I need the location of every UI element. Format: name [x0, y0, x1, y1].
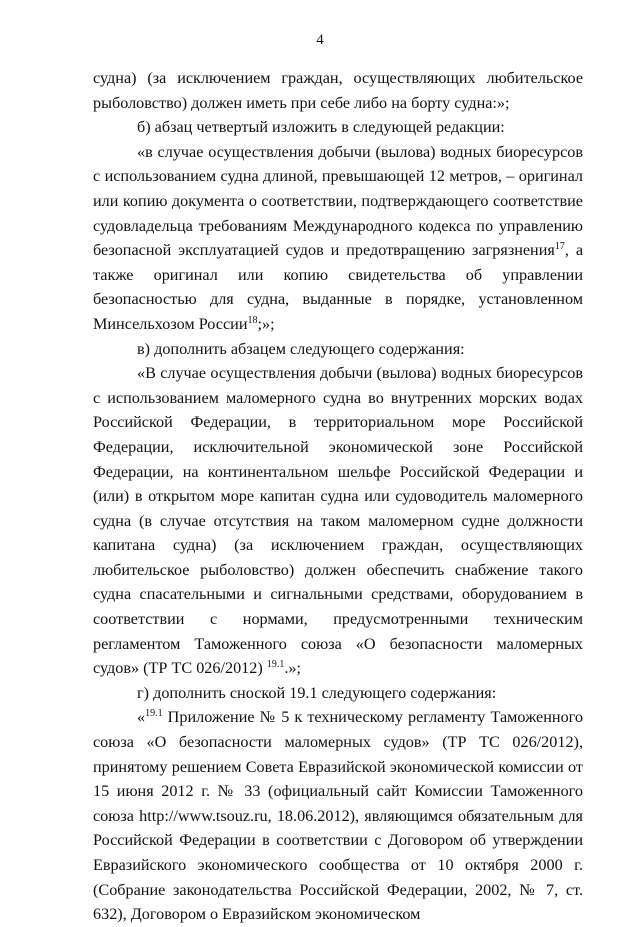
paragraph: [93, 140, 583, 337]
paragraph: [93, 66, 583, 115]
text-segment: «В случае осуществления добычи (вылова) водных биоресурсов с использованием маломерного судна во внутренних морских водах Российской Федерации, в территориальном море Российской Федерации, исключительной экономической зоне Российской Федерации, на континентальном шельфе Российской Федерации и (или) в открытом море капитан судна или судоводитель маломерного судна (в случае отсутствия на таком маломерном судне должности капитана судна) (за исключением граждан, осуществляющих любительское рыболовство) должен обеспечить снабжение такого судна спасательными и сигнальными средствами, оборудованием в соответствии с нормами, предусмотренными техническим регламентом Таможенного союза «О безопасности маломерных судов» (ТР ТС 026/2012): [93, 364, 583, 678]
text-segment: Приложение № 5 к техническому регламенту Таможенного союза «О безопасности маломерных судов» (ТР ТС 026/2012), принятому решением Совета Евразийской экономической комиссии от 15 июня 2012 г. № 33 (официальный сайт Комиссии Таможенного союза http://www.tsouz.ru, 18.06.2012), являющимся обязательным для Российской Федерации в соответствии с Договором об утверждении Евразийского экономического сообщества от 10 октября 2000 г. (Собрание законодательства Российской Федерации, 2002, № 7, ст. 632), Договором о Евразийском экономическом: [93, 708, 583, 924]
text-segment: в) дополнить абзацем следующего содержания:: [137, 339, 465, 358]
paragraph: [93, 361, 583, 681]
text-segment: «в случае осуществления добычи (вылова) водных биоресурсов с использованием судна длиной, превышающей 12 метров, – оригинал или копию документа о соответствии, подтверждающего соответствие судовладельца требованиям Международного кодекса по управлению безопасной эксплуатацией судов и предотвращению загрязнения: [93, 142, 583, 260]
text-segment: судна) (за исключением граждан, осуществляющих любительское рыболовство) должен иметь при себе либо на борту судна:»;: [93, 69, 583, 112]
document-body: [93, 66, 583, 927]
text-segment: , а также оригинал или копию свидетельства об управлении безопасностью для судна, выданные в порядке, установленном Минсельхозом России: [93, 241, 583, 333]
paragraph: [93, 115, 583, 140]
footnote-marker: 17: [554, 241, 565, 253]
paragraph: [93, 705, 583, 926]
text-segment: г) дополнить сноской 19.1 следующего содержания:: [137, 683, 497, 702]
text-segment: «: [137, 708, 146, 727]
footnote-marker: 18: [247, 314, 258, 326]
text-segment: .»;: [284, 659, 301, 678]
paragraph: [93, 337, 583, 362]
text-segment: ;»;: [257, 314, 275, 333]
footnote-marker: 19.1: [266, 659, 285, 671]
text-segment: б) абзац четвертый изложить в следующей редакции:: [137, 118, 505, 137]
paragraph: [93, 681, 583, 706]
page-number: 4: [316, 32, 324, 48]
footnote-marker: 19.1: [145, 708, 163, 720]
